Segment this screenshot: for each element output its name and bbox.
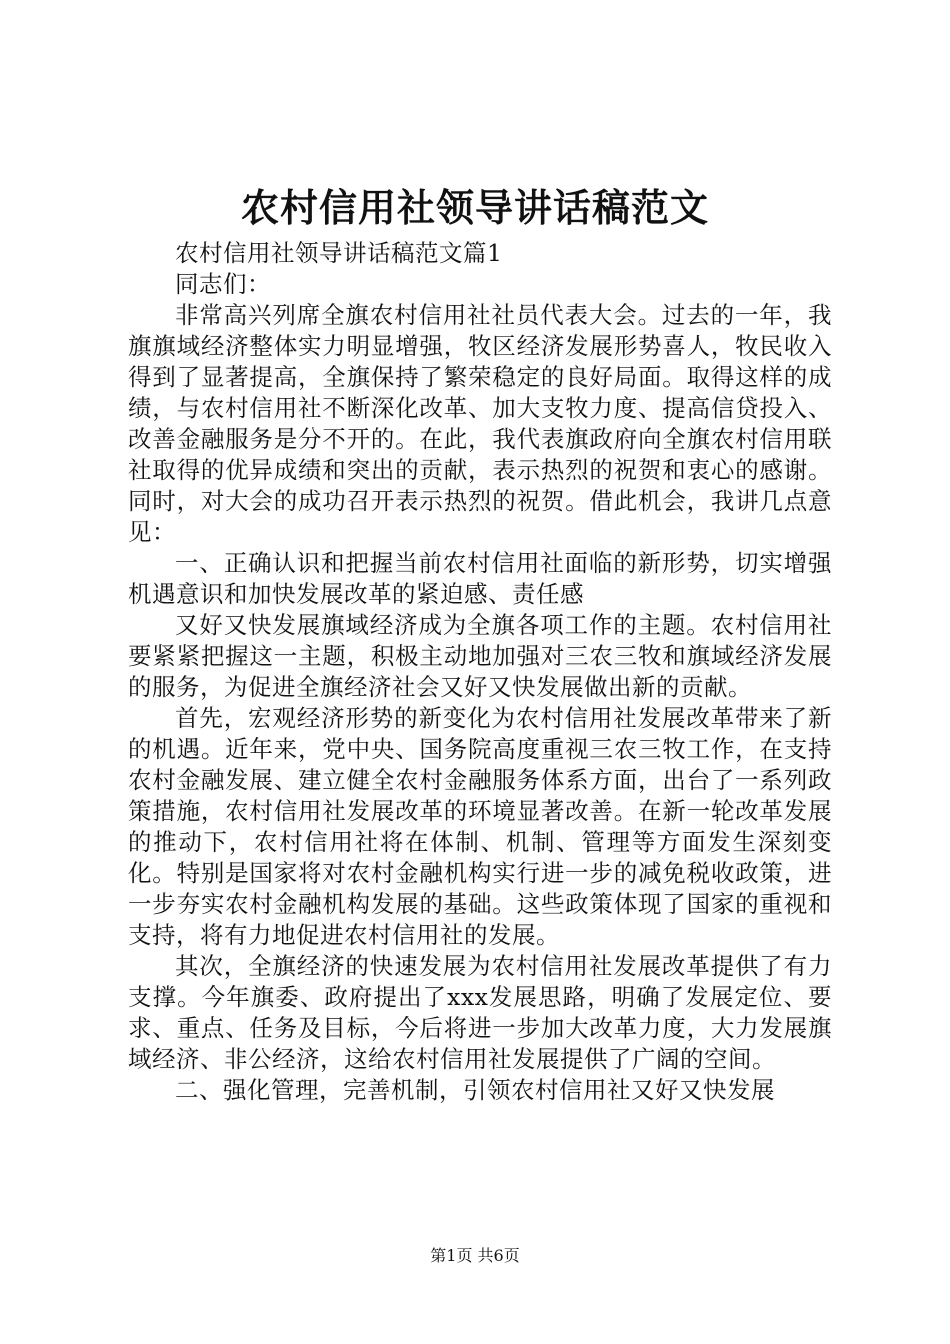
section-heading: 一、正确认识和把握当前农村信用社面临的新形势，切实增强机遇意识和加快发展改革的紧迫感、责任感 [128,549,832,608]
section-heading: 二、强化管理，完善机制，引领农村信用社又好又快发展 [175,1076,775,1104]
salutation: 同志们： [175,270,271,298]
page-number-footer: 第1页 共6页 [430,1246,520,1265]
document-title: 农村信用社领导讲话稿范文 [240,185,709,230]
paragraph: 其次，全旗经济的快速发展为农村信用社发展改革提供了有力支撑。今年旗委、政府提出了xxx发展思路，明确了发展定位、要求、重点、任务及目标，今后将进一步加大改革力度，大力发展旗域经济、非公经济，这给农村信用社发展提供了广阔的空间。 [128,952,832,1073]
paragraph: 首先，宏观经济形势的新变化为农村信用社发展改革带来了新的机遇。近年来，党中央、国务院高度重视三农三牧工作，在支持农村金融发展、建立健全农村金融服务体系方面，出台了一系列政策措施，农村信用社发展改革的环境显著改善。在新一轮改革发展的推动下，农村信用社将在体制、机制、管理等方面发生深刻变化。特别是国家将对农村金融机构实行进一步的减免税收政策，进一步夯实农村金融机构发展的基础。这些政策体现了国家的重视和支持，将有力地促进农村信用社的发展。 [128,704,832,949]
section-heading: 农村信用社领导讲话稿范文篇1 [175,239,503,267]
paragraph: 非常高兴列席全旗农村信用社社员代表大会。过去的一年，我旗旗域经济整体实力明显增强，牧区经济发展形势喜人，牧民收入得到了显著提高，全旗保持了繁荣稳定的良好局面。取得这样的成绩，与农村信用社不断深化改革、加大支牧力度、提高信贷投入、改善金融服务是分不开的。在此，我代表旗政府向全旗农村信用联社取得的优异成绩和突出的贡献，表示热烈的祝贺和衷心的感谢。同时，对大会的成功召开表示热烈的祝贺。借此机会，我讲几点意见： [128,301,832,546]
document-body [128,238,832,1106]
paragraph: 又好又快发展旗域经济成为全旗各项工作的主题。农村信用社要紧紧把握这一主题，积极主动地加强对三农三牧和旗域经济发展的服务，为促进全旗经济社会又好又快发展做出新的贡献。 [128,611,832,701]
